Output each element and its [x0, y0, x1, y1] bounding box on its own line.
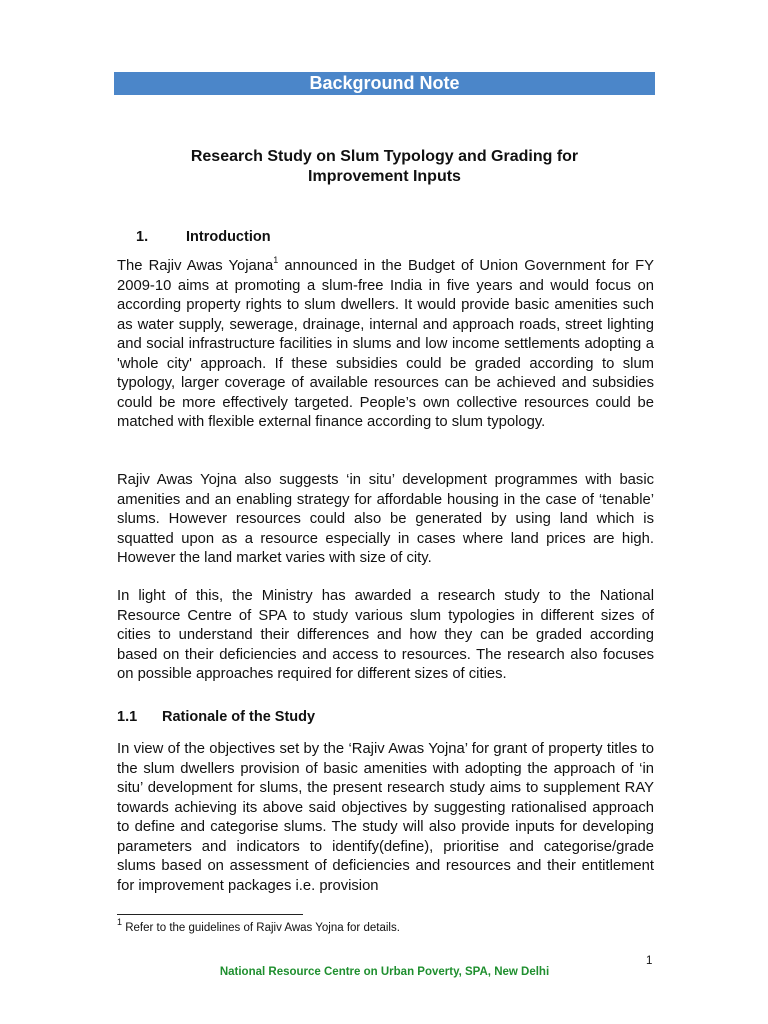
section-heading-introduction: [136, 228, 271, 246]
section-number: 1.: [136, 229, 149, 245]
footnote-divider: [117, 914, 303, 915]
page-number: 1: [646, 955, 653, 967]
document-title: [114, 147, 655, 187]
section-title: Rationale of the Study: [162, 709, 316, 725]
page-footer: National Resource Centre on Urban Poverty, SPA, New Delhi: [219, 966, 550, 978]
title-line-1: Research Study on Slum Typology and Grading for: [190, 148, 579, 165]
title-line-2: Improvement Inputs: [308, 168, 461, 185]
intro-p1-rest: announced in the Budget of Union Government for FY 2009-10 aims at promoting a slum-free India in five years and would focus on according property rights to slum dwellers. It would provide basic amenities such as water supply, sewerage, drainage, internal and approach roads, street lighting and social infrastructure facilities in slums and low income settlements adopting a 'whole city' approach. If these subsidies could be graded according to slum typology, larger coverage of available resources can be achieved and subsidies could be more effectively targeted. People’s own collective resources could be matched with flexible external finance according to slum typology.: [117, 258, 654, 430]
rationale-paragraph-1: In view of the objectives set by the ‘Rajiv Awas Yojna’ for grant of property titles to the slum dwellers provision of basic amenities with adopting the approach of ‘in situ’ development for slums, the present research study aims to supplement RAY towards achieving its above said objectives by suggesting rationalised approach to define and categorise slums. The study will also provide inputs for developing parameters and indicators to identify(define), prioritise and categorise/grade slums based on assessment of deficiencies and resources and their entitlement for improvement packages i.e. provision: [117, 741, 654, 894]
intro-paragraph-3: In light of this, the Ministry has awarded a research study to the National Resource Centre of SPA to study various slum typologies in different sizes of cities to understand their differences and how they can be graded according based on their deficiencies and access to resources. The research also focuses on possible approaches required for different sizes of cities.: [117, 588, 654, 682]
footnote-number: 1: [117, 917, 123, 928]
section-heading-rationale: [117, 708, 315, 726]
footnote-text: Refer to the guidelines of Rajiv Awas Yojna for details.: [122, 922, 400, 934]
footnote-marker[interactable]: 1: [273, 255, 279, 266]
footnote: [117, 917, 400, 935]
intro-p1-start: The Rajiv Awas Yojana: [117, 258, 274, 274]
section-title: Introduction: [186, 229, 271, 245]
intro-paragraph-2: Rajiv Awas Yojna also suggests ‘in situ’ development programmes with basic amenities and an enabling strategy for affordable housing in the case of ‘tenable’ slums. However resources could also be generated by using land which is squatted upon as a resource especially in cases where land prices are high. However the land market varies with size of city.: [117, 472, 654, 566]
background-note-banner: Background Note: [114, 72, 655, 95]
section-number: 1.1: [117, 709, 138, 725]
intro-paragraph-1: [117, 257, 654, 433]
